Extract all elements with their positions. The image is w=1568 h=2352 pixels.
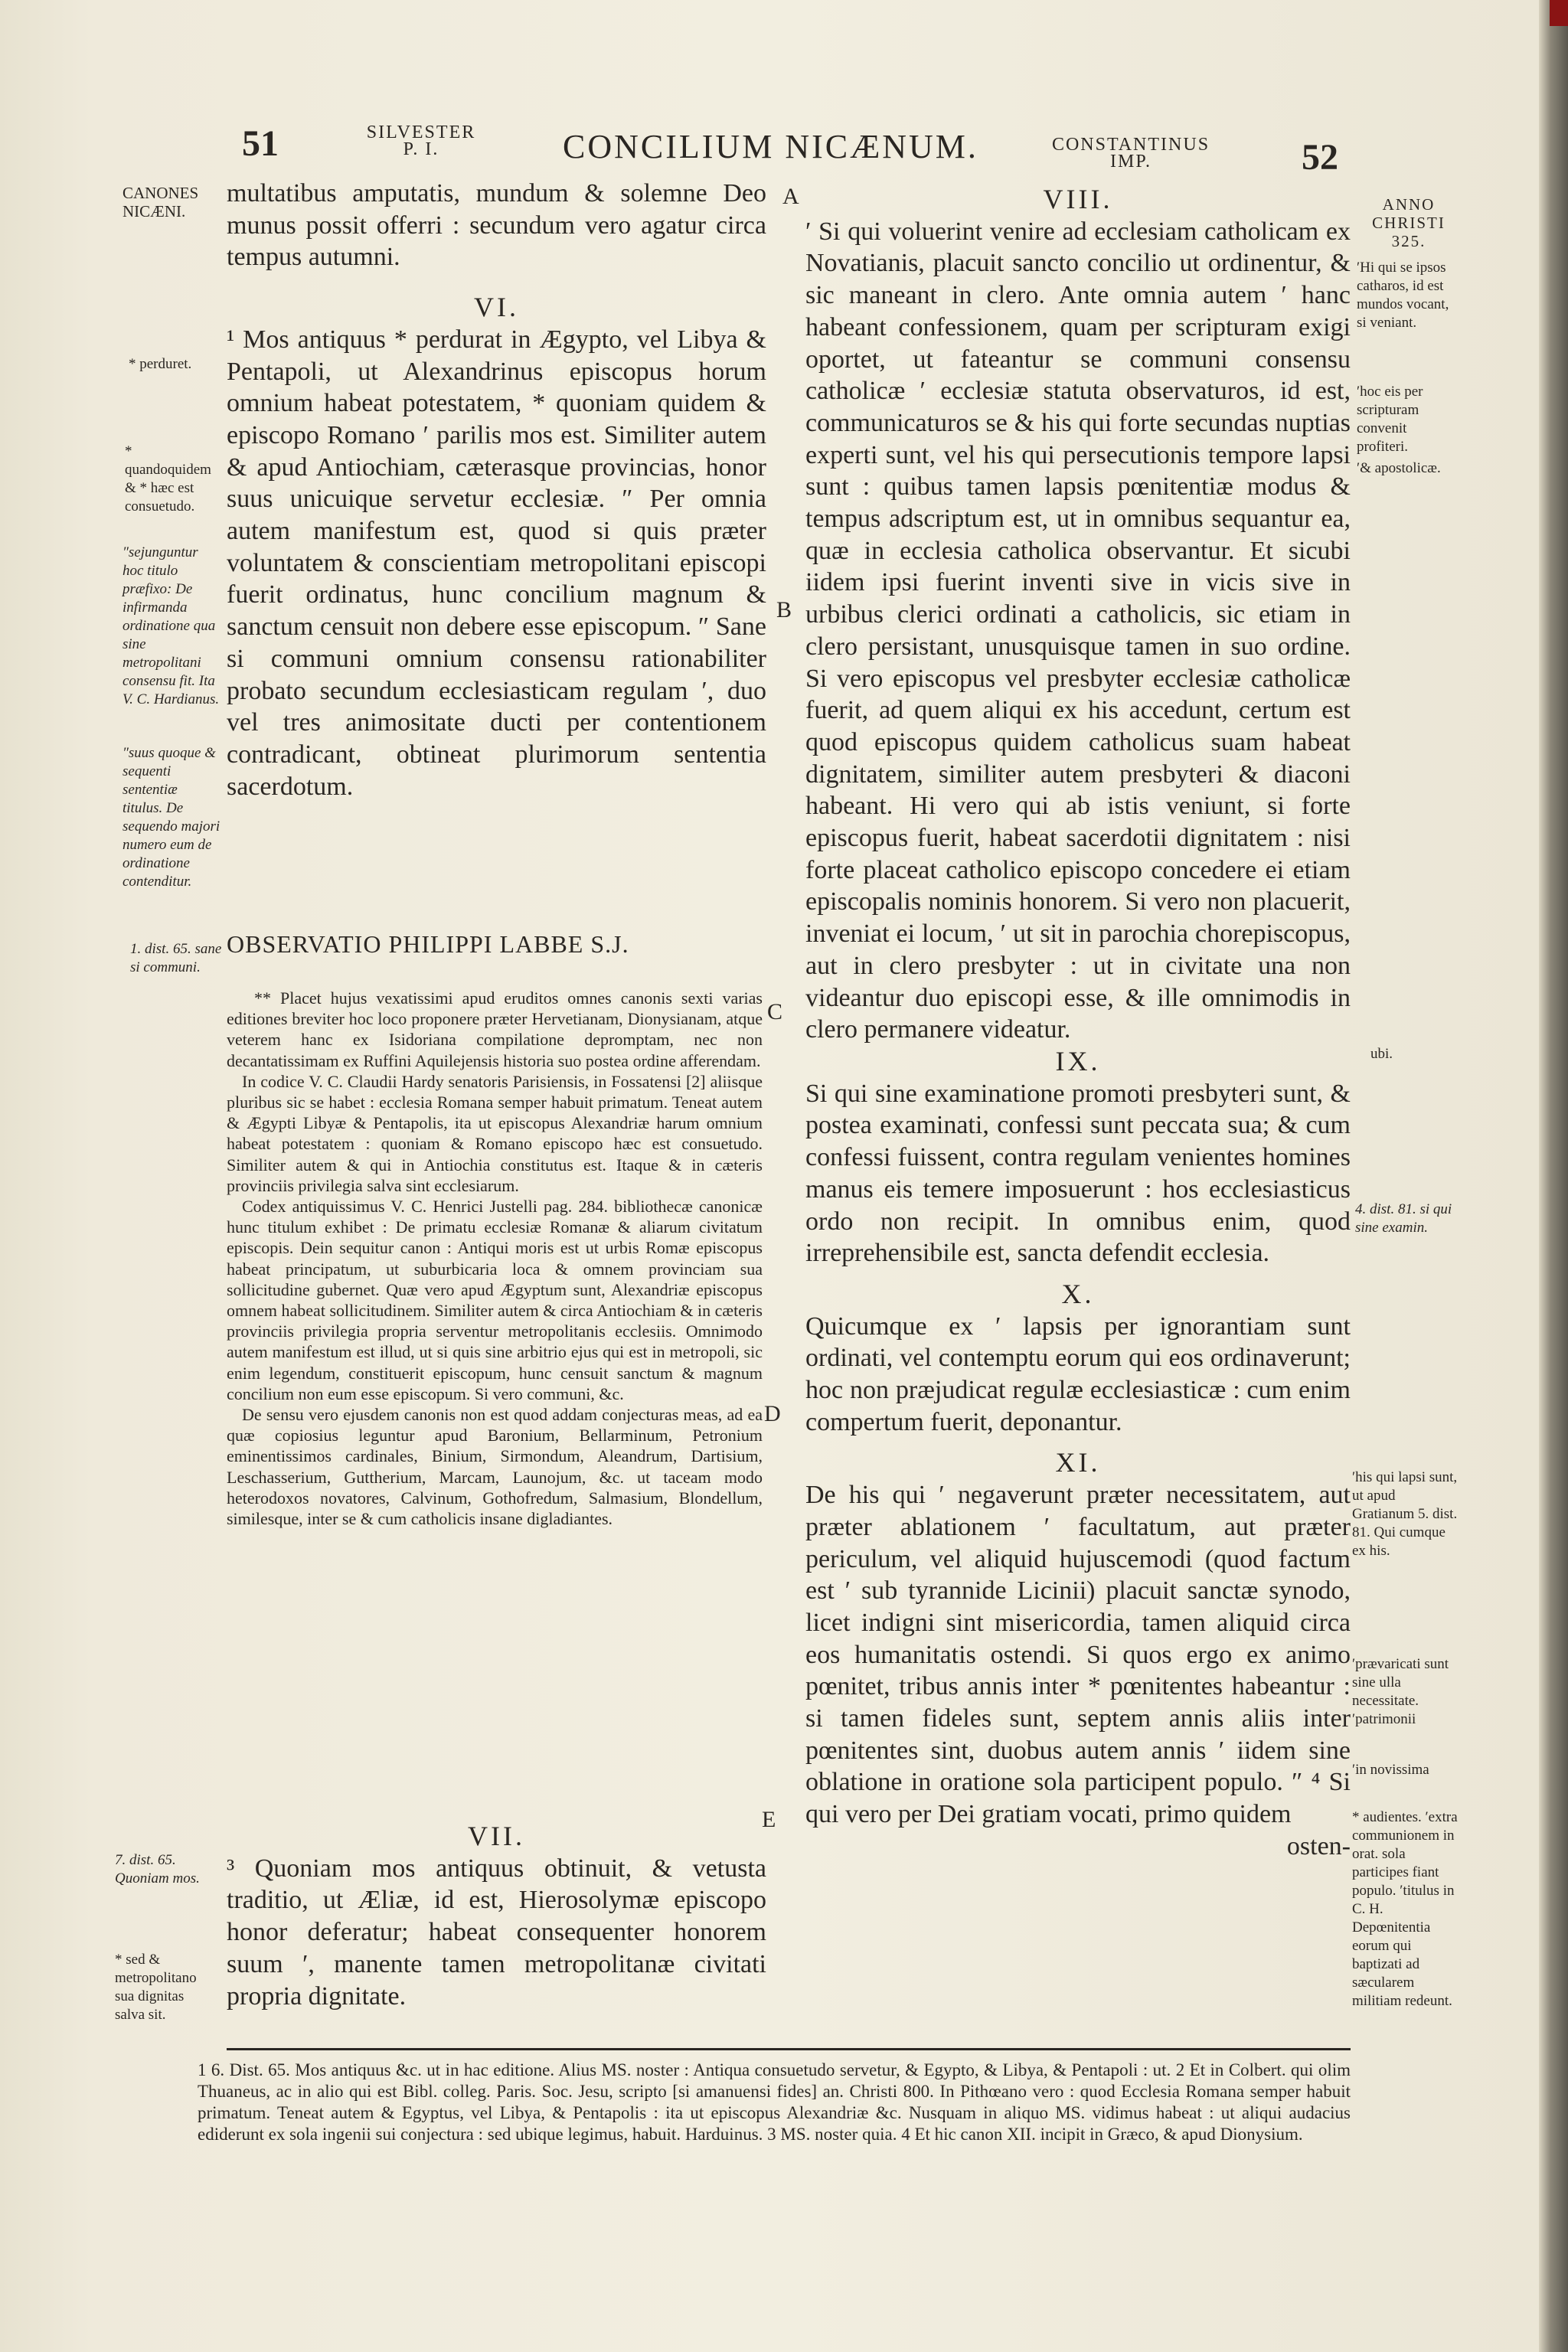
canon-8-heading: VIII. (1043, 184, 1113, 214)
margin-anno-christi: ANNO CHRISTI 325. (1372, 195, 1446, 250)
canon-6-heading: VI. (474, 292, 519, 323)
margin-letter-b: B (776, 597, 792, 622)
observation-paragraph: Codex antiquissimus V. C. Henrici Justelli pag. 284. bibliothecæ canonicæ hunc titulum exhibet : De primatu ecclesiæ Romanæ & aliarum civitatum episcopis. Dein sequitur canon : Antiqui moris est ut urbis Romæ episcopus habeat principatum, ut suburbicaria loca & omnem provinciam sua sollicitudine gubernet. Quæ vero apud Ægyptum sunt, Alexandriæ episcopus omnem habeat sollicitudinem. Similiter autem & circa Antiochiam & in cæteris provinciis privilegia propria serventur metropolitanis ecclesiis. Omnimodo autem manifestum est illud, ut si quis sine arbitrio ejus qui est in metropoli, sic enim legendum, constituerit episcopum, hunc censuit sanctum & magnum concilium non eum esse episcopum. Si vero communi, &c. (227, 1197, 763, 1403)
canon-9-heading: IX. (1055, 1045, 1101, 1076)
book-edge (1539, 0, 1568, 2352)
margin-note-perduret: * perduret. (129, 356, 192, 372)
observation-paragraph: ** Placet hujus vexatissimi apud eruditos omnes canonis sexti varias editiones breviter hoc loco proponere præter Hervetianam, Dionysianam, atque veterem hanc ex Isidoriana compilatione depromptam, nec non decantatissimam ex Ruffini Aquilejensis historia suo postea ordine afferendam. (227, 988, 763, 1070)
canon-6-text: ¹ Mos antiquus * perdurat in Ægypto, vel Libya & Pentapoli, ut Alexandrinus episcopus horum omnium habeat potestatem, * quoniam quidem & episcopo Romano ′ parilis mos est. Similiter autem & apud Antiochiam, cæterasque provincias, honor suus unicuique servetur ecclesiæ. ″ Per omnia autem manifestum est, quod si quis præter voluntatem & conscientiam metropolitani episcopi fuerit ordinatus, hunc concilium magnum & sanctum censuit non debere esse episcopum. ″ Sane si communi omnium consensu rationabiliter probato secundum ecclesiasticam regulam ′, duo vel tres animositate ducti per contentionem contradicant, obtineat plurimorum sententia sacerdotum. (227, 325, 766, 801)
right-running-head: CONSTANTINUS IMP. (1051, 135, 1210, 172)
canon-11-text: De his qui ′ negaverunt præter necessitatem, aut præter ablationem ′ facultatum, aut præter periculum, vel aliquid hujuscemodi (quod factum est ′ sub tyrannide Licinii) placuit sanctæ synodo, licet indigni sint misericordia, tamen aliquid circa eos humanitatis ostendi. Si quos ergo ex animo pœnitet, tribus annis inter * pœnitentes habeantur : si tamen fideles sunt, septem annis aliis inter pœnitentes sint, duobus autem annis ′ iidem sine oblatione in oratione sola participent populo. ″ ⁴ Si qui vero per Dei gratiam vocati, primo quidem (805, 1481, 1351, 1829)
footnote-rule (227, 2048, 1351, 2050)
right-column (805, 184, 1351, 1863)
margin-note-quando: * quandoquidem & * hæc est consuetudo. (125, 443, 211, 514)
left-page-number: 51 (242, 123, 279, 164)
margin-note-apostolicae: ′& apostolicæ. (1357, 460, 1441, 476)
margin-note-praevaricati: ′prævaricati sunt sine ulla necessitate. ′patrimonii (1352, 1656, 1449, 1727)
canon-8-text: ′ Si qui voluerint venire ad ecclesiam catholicam ex Novatianis, placuit sancto concilio ut ordinentur, & sic maneant in clero. Ante omnia autem ′ hanc habeant confessionem, quam per scripturam exigi oportet, ut fateantur se communi consensu catholicæ ′ ecclesiæ statuta observaturos, id est, communicaturos se & his qui forte secundas nuptias experti sunt, vel his qui persecutionis tempore lapsi sunt : quibus tamen lapsis pœnitentiæ modus & tempus adscriptum est, ut in omnibus sequantur ea, quæ in ecclesia catholica observantur. Et sicubi iidem ipsi fuerint inventi sive in vicis sive in urbibus clerici ordinati a catholicis, sic etiam in clero persistant, unusquisque tamen in suo ordine. Si vero episcopus vel presbyter ecclesiæ catholicæ fuerit, ad quem aliqui ex his accedunt, certum est quod episcopus quidem catholicus suam habeat dignitatem, similiter autem presbyteri & diaconi habeant. Hi vero qui ab istis veniunt, si forte episcopus fuerit, habeat sacerdotii dignitatem : nisi forte placeat catholico episcopo concedere ei etiam episcopalis nominis honorem. Si vero non placuerit, inveniat ei locum, ′ ut sit in parochia chorepiscopus, aut in clero presbyter : ut in civitate una non videantur duo episcopi esse, & ille omnimodis in clero permanere videatur. (805, 217, 1351, 1044)
canon-11-heading: XI. (1055, 1447, 1101, 1478)
margin-note-sed: * sed & metropolitano sua dignitas salva sit. (115, 1952, 197, 2023)
margin-note-suus: ″suus quoque & sequenti sententiæ titulus. De sequendo majori numero eum de ordinatione contenditur. (122, 745, 220, 890)
margin-letter-e: E (762, 1807, 776, 1832)
margin-note-dist65: 1. dist. 65. sane si communi. (130, 941, 222, 975)
right-page-number: 52 (1302, 137, 1338, 178)
ribbon-marker (1550, 0, 1568, 26)
margin-note-audientes: * audientes. ′extra communionem in orat. sola participes fiant populo. ′titulus in C. H. Depœnitentia eorum qui baptizati ad sæcularem militiam redeunt. (1352, 1809, 1458, 2009)
margin-letter-d: D (764, 1401, 781, 1426)
margin-letter-c: C (767, 999, 783, 1024)
margin-note-his-qui: ′his qui lapsi sunt, ut apud Gratianum 5. dist. 81. Qui cumque ex his. (1352, 1469, 1458, 1559)
margin-note-ubi: ubi. (1370, 1046, 1393, 1062)
margin-note-dist81: 4. dist. 81. si qui sine examin. (1355, 1201, 1452, 1236)
catchword: osten- (1286, 1831, 1351, 1860)
observation-text (227, 988, 763, 1529)
margin-note-novissima: ′in novissima (1352, 1762, 1429, 1778)
left-column (227, 178, 766, 802)
margin-letter-a: A (782, 184, 799, 209)
canon-10-text: Quicumque ex ′ lapsis per ignorantiam sunt ordinati, vel contemptu eorum qui eos ordinaverunt; hoc non præjudicat regulæ ecclesiasticæ : cum enim compertum fuerit, deponantur. (805, 1312, 1351, 1436)
margin-note-dist65b: 7. dist. 65. Quoniam mos. (115, 1852, 200, 1886)
canon-9-text: Si qui sine examinatione promoti presbyteri sunt, & postea examinati, confessi sunt peccata sua; & cum confessi fuissent, contra regulam venientes homines manus eis temere imposuerunt : hos ecclesiasticus ordo non recipit. In omnibus enim, quod irreprehensibile est, sancta defendit ecclesia. (805, 1079, 1351, 1268)
margin-note-hoc-eis: ′hoc eis per scripturam convenit profiteri. (1357, 384, 1423, 455)
canon-10-heading: X. (1061, 1278, 1095, 1309)
margin-canones: CANONES NICÆNI. (122, 184, 199, 220)
left-running-head: SILVESTER P. I. (366, 122, 476, 159)
page-title: CONCILIUM NICÆNUM. (563, 128, 978, 165)
observation-paragraph: In codice V. C. Claudii Hardy senatoris Parisiensis, in Fossatensi [2] aliisque pluribus sic se habet : ecclesia Romana semper habuit primatum. Teneat autem & Ægypti Libyæ & Pentapolis, ita ut episcopus Alexandriæ harum omnium habeat potestatem : quoniam & Romano episcopo hæc est consuetudo. Similiter autem & qui in Antiochia constitutus est. Itaque & in cæteris provinciis privilegia salva sint ecclesiarum. (227, 1071, 763, 1195)
observation-heading: OBSERVATIO PHILIPPI LABBE S.J. (227, 930, 629, 958)
margin-note-sejunguntur: ″sejunguntur hoc titulo præfixo: De infirmanda ordinatione qua sine metropolitani consensu fit. Ita V. C. Hardianus. (122, 544, 220, 707)
footnotes: 1 6. Dist. 65. Mos antiquus &c. ut in hac editione. Alius MS. noster : Antiqua consuetudo servetur, & Egypto, & Libya, & Pentapoli : ut. 2 Et in Colbert. qui olim Thuaneus, ac in alio qui est Bibl. colleg. Paris. Soc. Jesu, scripto [si amanuensi fides] an. Christi 800. In Pithœano vero : quod Ecclesia Romana semper habuit primatum. Teneat autem & Egyptus, vel Libya, & Pentapolis : ita ut episcopus Alexandriæ &c. Nusquam in aliquo MS. vidimus habeat : ut aliqui audacius ediderunt ex sola ingenii sui conjectura : sed ubique legimus, habuit. Harduinus. 3 MS. noster quia. 4 Et hic canon XII. incipit in Græco, & apud Dionysium. (198, 2060, 1351, 2144)
canon-7-heading: VII. (468, 1821, 525, 1851)
observation-paragraph: De sensu vero ejusdem canonis non est quod addam conjecturas meas, ad ea quæ copiosius leguntur apud Baronium, Bellarminum, Petronium eminentissimos cardinales, Binium, Sirmondum, Aleandrum, Dartisium, Leschasserium, Guttherium, Marcam, Launojum, &c. ut taceam modo heterodoxos novatores, Calvinum, Gothofredum, Salmasium, Blondellum, similesque, inter se & cum catholicis insane digladiantes. (227, 1405, 763, 1529)
canon-7-text: ³ Quoniam mos antiquus obtinuit, & vetusta traditio, ut Æliæ, id est, Hierosolymæ episcopo honor deferatur; habeat consequenter honorem suum ′, manente tamen metropolitanæ civitati propria dignitate. (227, 1854, 766, 2011)
opening-text: multatibus amputatis, mundum & solemne Deo munus possit offerri : secundum vero agatur circa tempus autumni. (227, 179, 766, 272)
margin-note-hi-qui: ′Hi qui se ipsos catharos, id est mundos vocant, si veniant. (1357, 260, 1449, 331)
left-column-lower (227, 1821, 766, 2012)
